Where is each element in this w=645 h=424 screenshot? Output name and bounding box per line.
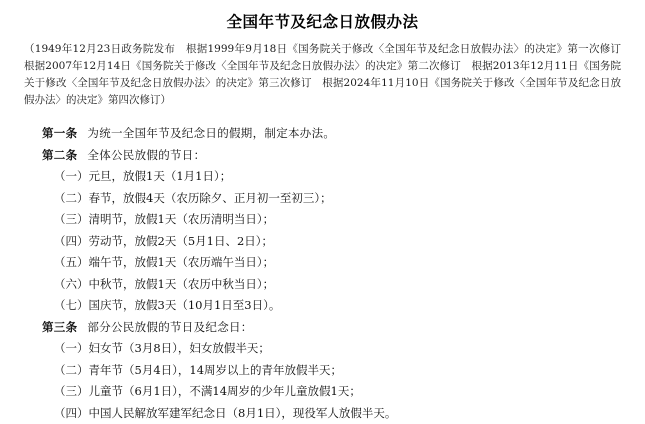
article-heading (42, 123, 615, 145)
article-label: 第二条 (42, 148, 77, 162)
page-title: 全国年节及纪念日放假办法 (22, 10, 623, 32)
article-heading (42, 317, 615, 339)
list-item: （一）元旦，放假1天（1月1日）； (42, 166, 615, 188)
article-label: 第三条 (42, 320, 77, 334)
list-item: （四）劳动节，放假2天（5月1日、2日）； (42, 231, 615, 253)
article-heading (42, 145, 615, 167)
article-label: 第一条 (42, 126, 77, 140)
document-preamble: （1949年12月23日政务院发布 根据1999年9月18日《国务院关于修改〈全国年节及纪念日放假办法〉的决定》第一次修订 根据2007年12月14日《国务院关于修改〈全国年节及纪念日放假办法〉的决定》第二次修订 根据2013年12月11日《国务院关于修改〈全国年节及纪念日放假办法〉的决定》第三次修订 根据2024年11月10日《国务院关于修改〈全国年节及纪念日放假办法〉的决定》第四次修订） (22, 41, 623, 109)
list-item: （六）中秋节，放假1天（农历中秋当日）； (42, 274, 615, 296)
list-item: （一）妇女节（3月8日），妇女放假半天； (42, 338, 615, 360)
article-text: 全体公民放假的节日： (87, 148, 205, 162)
article-text: 部分公民放假的节日及纪念日： (87, 320, 252, 334)
list-item: （四）中国人民解放军建军纪念日（8月1日），现役军人放假半天。 (42, 403, 615, 424)
article-text: 为统一全国年节及纪念日的假期，制定本办法。 (87, 126, 335, 140)
list-item: （七）国庆节，放假3天（10月1日至3日）。 (42, 295, 615, 317)
list-item: （三）清明节，放假1天（农历清明当日）； (42, 209, 615, 231)
list-item: （二）青年节（5月4日），14周岁以上的青年放假半天； (42, 360, 615, 382)
list-item: （三）儿童节（6月1日），不满14周岁的少年儿童放假1天； (42, 381, 615, 403)
list-item: （二）春节，放假4天（农历除夕、正月初一至初三）； (42, 188, 615, 210)
document-body (22, 123, 623, 424)
list-item: （五）端午节，放假1天（农历端午当日）； (42, 252, 615, 274)
